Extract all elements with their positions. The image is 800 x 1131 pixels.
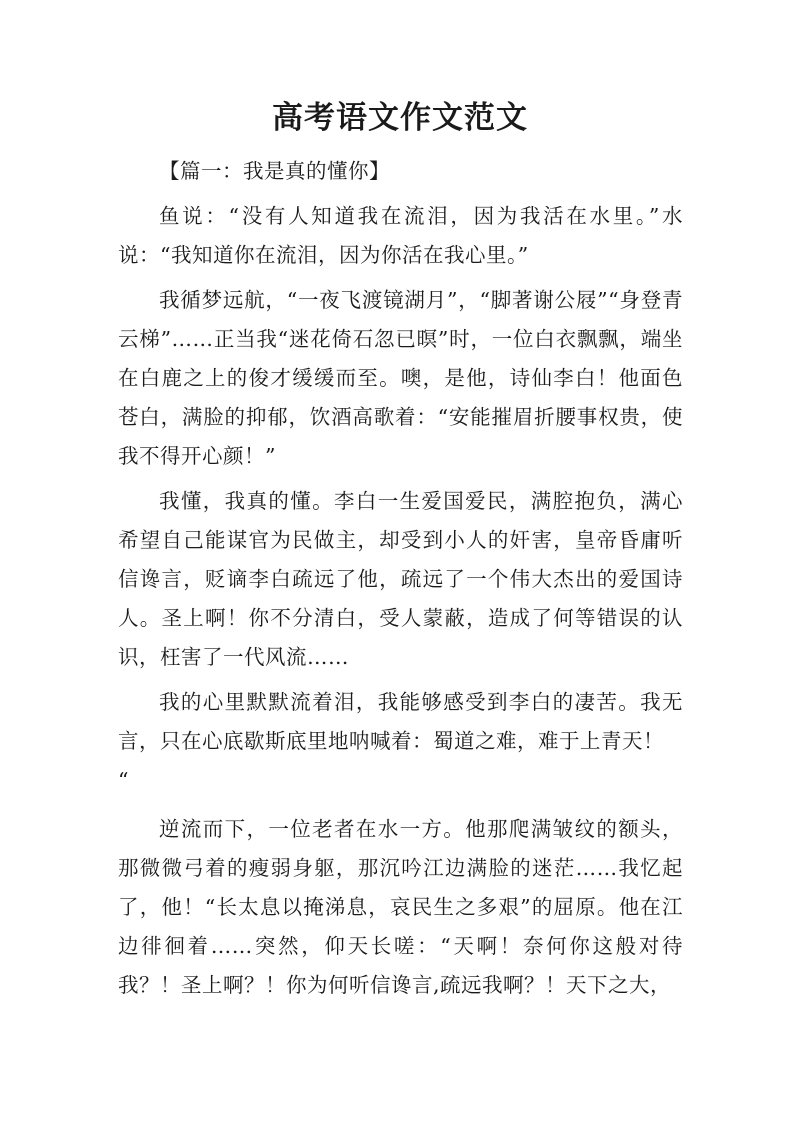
stray-quote-mark: “ bbox=[118, 768, 129, 792]
document-title: 高考语文作文范文 bbox=[272, 100, 528, 136]
document-body bbox=[118, 152, 683, 1011]
paragraph: 逆流而下，一位老者在水一方。他那爬满皱纹的额头，那微微弓着的瘦弱身躯，那沉吟江边满脸的迷茫……我忆起了，他！“长太息以掩涕息，哀民生之多艰”的屈原。他在江边徘徊着……突然，仰天长嗟：“天啊！奈何你这般对待我？！圣上啊？！你为何听信谗言,疏远我啊？！天下之大， bbox=[118, 817, 683, 997]
paragraph: 我循梦远航，“一夜飞渡镜湖月”，“脚著谢公屐”“身登青云梯”……正当我“迷花倚石忽已暝”时，一位白衣飘飘，端坐在白鹿之上的俊才缓缓而至。噢，是他，诗仙李白！他面色苍白，满脸的抑郁，饮酒高歌着：“安能摧眉折腰事权贵，使我不得开心颜！” bbox=[118, 288, 683, 468]
paragraph: 鱼说：“没有人知道我在流泪，因为我活在水里。”水说：“我知道你在流泪，因为你活在我心里。” bbox=[118, 204, 683, 267]
section-heading: 【篇一：我是真的懂你】 bbox=[159, 159, 390, 183]
paragraph: 我懂，我真的懂。李白一生爱国爱民，满腔抱负，满心希望自己能谋官为民做主，却受到小人的奸害，皇帝昏庸听信谗言，贬谪李白疏远了他，疏远了一个伟大杰出的爱国诗人。圣上啊！你不分清白，受人蒙蔽，造成了何等错误的认识，枉害了一代风流…… bbox=[118, 489, 683, 669]
paragraph: 我的心里默默流着泪，我能够感受到李白的凄苦。我无言，只在心底歇斯底里地呐喊着：蜀道之难，难于上青天！ bbox=[118, 690, 683, 753]
